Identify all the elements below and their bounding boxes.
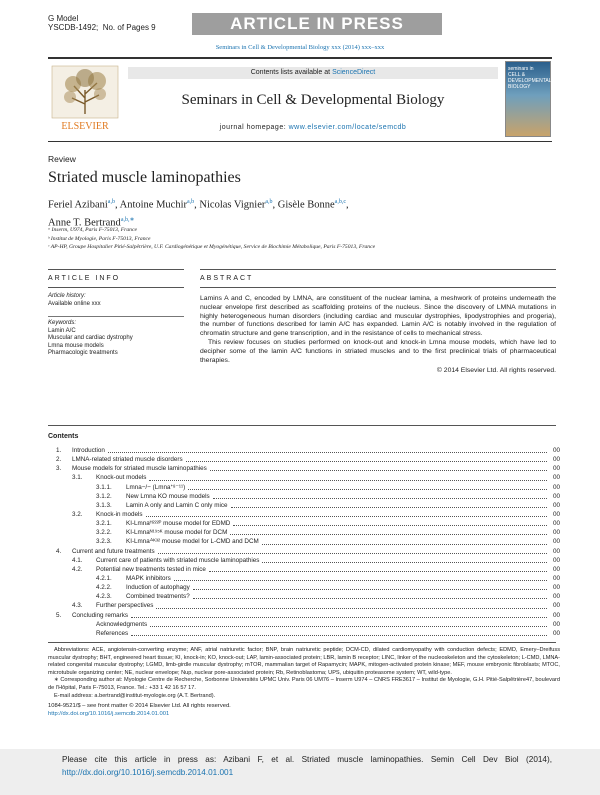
toc-page-number: 00 (552, 611, 560, 619)
contents-lists-line: Contents lists available at ScienceDirect (128, 67, 498, 79)
journal-cover-title: seminars in CELL & DEVELOPMENTAL BIOLOGY (508, 66, 552, 90)
keyword: Muscular and cardiac dystrophy (48, 335, 133, 341)
toc-entry[interactable] (48, 492, 560, 501)
elsevier-tree-logo (50, 64, 120, 134)
toc-leader-dots (233, 525, 547, 526)
homepage-link[interactable]: www.elsevier.com/locate/semcdb (288, 124, 407, 131)
keywords-label: Keywords: (48, 320, 77, 326)
toc-leader-dots (262, 562, 547, 563)
abstract-rule (200, 287, 556, 288)
toc-number: 4.1. (72, 556, 83, 564)
toc-leader-dots (149, 480, 547, 481)
toc-title[interactable]: Current and future treatments (72, 547, 155, 555)
article-info-heading: ARTICLE INFO (48, 275, 121, 282)
toc-leader-dots (188, 489, 547, 490)
toc-number: 4.2.3. (96, 593, 112, 601)
toc-page-number: 00 (552, 456, 560, 464)
toc-entry[interactable] (48, 611, 560, 620)
toc-title[interactable]: New Lmna KO mouse models (126, 492, 210, 500)
author-affiliation-marker[interactable]: a,b (265, 199, 273, 205)
toc-entry[interactable] (48, 510, 560, 519)
contents-heading: Contents (48, 433, 79, 440)
toc-title[interactable]: References (96, 629, 129, 637)
toc-number: 3.2.3. (96, 538, 112, 546)
toc-title[interactable]: KI-Lmnaᴴ²²²ᴾ mouse model for EDMD (126, 520, 231, 528)
toc-page-number: 00 (552, 574, 560, 582)
article-info-rule (48, 287, 184, 288)
toc-title[interactable]: Current care of patients with striated muscle laminopathies (96, 556, 260, 564)
article-info (48, 293, 188, 358)
toc-title[interactable]: MAPK inhibitors (126, 574, 171, 582)
toc-entry[interactable] (48, 501, 560, 510)
article-id: YSCDB-1492; (48, 23, 99, 32)
article-info-rule-top (48, 269, 184, 270)
keyword: Pharmacologic treatments (48, 350, 118, 356)
abstract-heading: ABSTRACT (200, 275, 254, 282)
toc-number: 3.1.2. (96, 492, 112, 500)
affiliations (48, 226, 548, 252)
page-count: No. of Pages 9 (102, 23, 156, 32)
author-name[interactable]: Feriel Azibani (48, 199, 108, 211)
toc-leader-dots (150, 626, 547, 627)
toc-leader-dots (186, 461, 547, 462)
article-code (48, 14, 156, 32)
abstract-rule-top (200, 269, 556, 270)
toc-title[interactable]: Introduction (72, 446, 105, 454)
toc-number: 4.3. (72, 602, 83, 610)
doi-link[interactable]: http://dx.doi.org/10.1016/j.semcdb.2014.01.001 (48, 710, 170, 717)
toc-number: 4.2.2. (96, 584, 112, 592)
footnotes (48, 647, 560, 700)
toc-page-number: 00 (552, 547, 560, 555)
toc-leader-dots (262, 544, 547, 545)
abstract-bottom-rule (48, 425, 556, 426)
toc-entry[interactable] (48, 547, 560, 556)
toc-title[interactable]: LMNA-related striated muscle disorders (72, 456, 183, 464)
toc-number: 3.2.1. (96, 520, 112, 528)
toc-leader-dots (231, 507, 547, 508)
toc-title[interactable]: Lamin A only and Lamin C only mice (126, 501, 228, 509)
toc-entry[interactable] (48, 601, 560, 610)
article-title: Striated muscle laminopathies (48, 169, 241, 186)
author-affiliation-marker[interactable]: a,b (187, 199, 195, 205)
affiliation: ᵇ Institut de Myologie, Paris F-75013, France (48, 235, 151, 242)
toc-page-number: 00 (552, 538, 560, 546)
toc-page-number: 00 (552, 492, 560, 500)
toc-leader-dots (131, 635, 547, 636)
abstract-paragraph-2: This review focuses on studies performed on knock-out and knock-in Lmna mouse models, which have led to decipher some of the lamin A/C functions in striated muscles and to the first preclinical trials of pharmaceutical therapies. (200, 338, 556, 364)
toc-entry[interactable] (48, 629, 560, 638)
toc-entry[interactable] (48, 583, 560, 592)
toc-leader-dots (156, 608, 547, 609)
toc-title[interactable]: Knock-in models (96, 510, 143, 518)
toc-title[interactable]: Lmna−/− (Lmnaᐩ⁸⁻¹¹) (126, 483, 186, 491)
issn-line: 1084-9521/$ – see front matter © 2014 Elsevier Ltd. All rights reserved. (48, 703, 231, 709)
toc-number: 3.1.1. (96, 483, 112, 491)
toc-entry[interactable] (48, 620, 560, 629)
toc-entry[interactable] (48, 464, 560, 473)
citation-text: Please cite this article in press as: Azibani F, et al. Striated muscle laminopathies. Semin Cell Dev Biol (2014), http://dx.doi.org/10.1016/j.semcdb.2014.01.001 (62, 755, 552, 777)
toc-entry[interactable] (48, 574, 560, 583)
toc-entry[interactable] (48, 528, 560, 537)
toc-title[interactable]: Knock-out models (96, 474, 147, 482)
toc-leader-dots (146, 516, 547, 517)
toc-number: 4.2. (72, 565, 83, 573)
toc-entry[interactable] (48, 446, 560, 455)
elsevier-wordmark: ELSEVIER (61, 121, 109, 132)
toc-entry[interactable] (48, 519, 560, 528)
toc-number: 2. (56, 456, 62, 464)
corresponding-author-footnote: ∗ Corresponding author at: Myologie Centre de Recherche, Sorbonne Universités UPMC Univ. Paris 06 UM76 – Inserm U974 – CNRS FRE3617 – Institut de Myologie, G.H. Pitié-Salpêtrière47, boulevard de l'Hôpital, Paris F-75013, France. Tel.: +33 1 42 16 57 17. (48, 677, 560, 691)
toc-number: 3.1. (72, 474, 83, 482)
toc-number: 1. (56, 446, 62, 454)
toc-page-number: 00 (552, 520, 560, 528)
author-name[interactable]: Antoine Muchir (119, 199, 187, 211)
author-list: Feriel Azibani$^{a,b}$, Antoine Muchir$^{a,b}$, Nicolas Vignier$^{a,b}$, Gisèle Bonne$^{a,b,c}$, Anne T. Bertrand$^{a,b,∗}$ (48, 199, 349, 228)
toc-leader-dots (210, 470, 547, 471)
info-divider (48, 316, 184, 317)
article-in-press-banner: ARTICLE IN PRESS (192, 13, 442, 35)
citation-doi-link[interactable]: http://dx.doi.org/10.1016/j.semcdb.2014.01.001 (62, 768, 234, 777)
toc-title[interactable]: Potential new treatments tested in mice (96, 565, 206, 573)
toc-leader-dots (131, 617, 547, 618)
toc-number: 4.2.1. (96, 574, 112, 582)
toc-page-number: 00 (552, 529, 560, 537)
email-footnote[interactable]: E-mail address: a.bertrand@institut-myologie.org (A.T. Bertrand). (54, 692, 216, 699)
toc-page-number: 00 (552, 501, 560, 509)
toc-page-number: 00 (552, 483, 560, 491)
toc-page-number: 00 (552, 620, 560, 628)
toc-leader-dots (193, 598, 547, 599)
toc-page-number: 00 (552, 510, 560, 518)
keyword: Lamin A/C (48, 327, 76, 334)
toc-page-number: 00 (552, 593, 560, 601)
journal-citation-line[interactable]: Seminars in Cell & Developmental Biology xxx (2014) xxx–xxx (215, 44, 385, 51)
toc-leader-dots (230, 534, 547, 535)
toc-entry[interactable] (48, 455, 560, 464)
author-name[interactable]: Gisèle Bonne (277, 199, 335, 211)
toc-page-number: 00 (552, 565, 560, 573)
journal-homepage: journal homepage: www.elsevier.com/locate/semcdb (219, 124, 407, 131)
contents-bottom-rule (48, 642, 556, 643)
toc-number: 3.2.2. (96, 529, 112, 537)
toc-leader-dots (213, 498, 547, 499)
author-name[interactable]: Anne T. Bertrand (48, 217, 121, 228)
toc-number: 3.2. (72, 510, 83, 518)
journal-title: Seminars in Cell & Developmental Biology (181, 92, 445, 108)
copyright: © 2014 Elsevier Ltd. All rights reserved. (436, 367, 556, 375)
toc-leader-dots (108, 452, 547, 453)
abstract-body (200, 295, 556, 376)
toc-title[interactable]: Combined treatments? (126, 593, 190, 601)
toc-entry[interactable] (48, 556, 560, 565)
author-affiliation-marker[interactable]: a,b,c (334, 199, 346, 205)
author-affiliation-marker[interactable]: a,b,∗ (120, 216, 135, 223)
toc-title[interactable]: KI-Lmnaᐞᴷ³² mouse model for L-CMD and DCM (126, 538, 259, 546)
sciencedirect-link[interactable]: ScienceDirect (332, 69, 376, 76)
toc-page-number: 00 (552, 474, 560, 482)
toc-number: 4. (56, 547, 62, 555)
article-type: Review (48, 154, 76, 164)
toc-entry[interactable] (48, 565, 560, 574)
gmodel-label: G Model (48, 14, 79, 23)
toc-page-number: 00 (552, 446, 560, 454)
toc-entry[interactable] (48, 483, 560, 492)
toc-title[interactable]: Further perspectives (96, 602, 154, 610)
toc-number: 3. (56, 465, 62, 473)
toc-title[interactable]: Induction of autophagy (126, 584, 190, 592)
toc-leader-dots (193, 589, 547, 590)
affiliation: ᵃ Inserm, U974, Paris F-75013, France (48, 227, 137, 233)
author-affiliation-marker[interactable]: a,b (107, 199, 115, 205)
author-name[interactable]: Nicolas Vignier (199, 199, 266, 211)
toc-page-number: 00 (552, 556, 560, 564)
toc-page-number: 00 (552, 602, 560, 610)
toc-title[interactable]: Concluding remarks (72, 611, 128, 619)
toc-page-number: 00 (552, 465, 560, 473)
toc-title[interactable]: Acknowledgments (96, 620, 148, 628)
toc-title[interactable]: KI-Lmnaᴺ¹⁹⁵ᴷ mouse model for DCM (126, 529, 228, 537)
toc-entry[interactable] (48, 473, 560, 482)
history-value: Available online xxx (48, 300, 101, 307)
toc-number: 3.1.3. (96, 501, 112, 509)
history-label: Article history: (48, 293, 86, 299)
abbreviations-footnote: Abbreviations: ACE, angiotensin-converting enzyme; ANF, atrial natriuretic factor; BNP, brain natriuretic peptide; DCM-CD, dilated cardiomyopathy with conduction defects; EDMD, Emery–Dreifuss muscular dystrophy; BHT, engineered heart tissue; KI, knock-in; KO, knock-out; LAP, lamin-associated protein; LBR, lamin B receptor; LINC, linker of the nucleoskeleton and the cytoskeleton; L-CMD, LMNA-related congenital muscular dystrophy; LGMD, limb-girdle muscular dystrophy; mTOR, mammalian target of Rapamycin; MAPK, mitogen-activated protein kinase; MEF, mouse embryonic fibroblasts; MTOC, microtubule organizing center; NE, nuclear envelope; Nup, nuclear pore-associated protein; Rb, Retinoblastoma; UPS, ubiquitin proteasome system; WT, wild-type. (48, 647, 560, 676)
toc-leader-dots (174, 580, 547, 581)
toc-entry[interactable] (48, 592, 560, 601)
toc-title[interactable]: Mouse models for striated muscle laminopathies (72, 465, 207, 473)
toc-leader-dots (158, 553, 547, 554)
affiliation: ᶜ AP-HP, Groupe Hospitalier Pitié-Salpêtrière, U.F. Cardiogénétique et Myogénétique, Service de Biochimie Métabolique, Paris F-75013, France (48, 244, 376, 250)
table-of-contents (48, 446, 560, 638)
keyword: Lmna mouse models (48, 342, 104, 349)
issn-block (48, 703, 348, 719)
toc-page-number: 00 (552, 584, 560, 592)
toc-number: 5. (56, 611, 62, 619)
toc-leader-dots (209, 571, 547, 572)
abstract-paragraph-1: Lamins A and C, encoded by LMNA, are constituent of the nuclear lamina, a meshwork of proteins underneath the nuclear envelope first described as scaffolding proteins of the nucleus. Since the discovery of LMNA mutations in highly heterogeneous human disorders (including cardiac and muscular dystrophies, lipodystrophies and progeria), the number of functions described for lamin A/C has expanded. Lamin A/C is notably involved in the regulation of chromatin structure and gene transcription, and in the resistance of cells to mechanical stress. (200, 295, 556, 338)
toc-entry[interactable] (48, 537, 560, 546)
toc-page-number: 00 (552, 629, 560, 637)
